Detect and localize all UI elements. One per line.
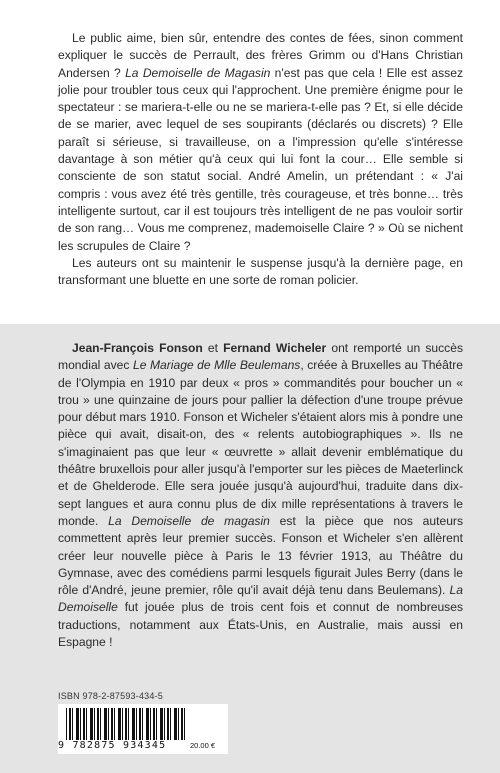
barcode-bars [66, 708, 186, 740]
play-title: Le Mariage de Mlle Beulemans [132, 358, 301, 373]
isbn-label: ISBN 978-2-87593-434-5 [58, 691, 163, 701]
synopsis-paragraph-1 [58, 30, 463, 255]
synopsis-text-part: Le public aime, bien sûr, entendre des contes de fées, sinon comment expliquer le succès de Perrault, des frères Grimm ou d'Hans Christian Andersen ? [58, 31, 463, 80]
text-part: ont remporté un succès mondial avec [58, 341, 463, 373]
synopsis-text [58, 30, 463, 289]
text-part: et [202, 341, 224, 355]
barcode [58, 704, 228, 754]
synopsis-text-part: n'est pas que cela ! Elle est assez jolie pour troubler tous ceux qui l'approchent. Une première énigme pour le spectateur : se mariera-t-elle ou ne se mariera-t-elle pas ? Et, si elle décide de se marier, avec lequel de ses soupirants (déclarés ou discrets) ? Elle paraît si sérieuse, si travailleuse, on a l'impression qu'elle s'intéresse davantage à son métier qu'à ceux qui lui font la cour… Elle semble si consciente de son statut social. André Amelin, un prétendant : « J'ai compris : vous avez été très gentille, très courageuse, et très bonne… très intelligente surtout, car il est toujours très intelligent de ne pas vouloir sortir de son rang… Vous me comprenez, mademoiselle Claire ? » Où se nichent les scrupules de Claire ? [58, 65, 463, 253]
barcode-digits: 9 782875 934345 [58, 740, 167, 751]
text-part: fut jouée plus de trois cent fois et connut de nombreuses traductions, notamment aux États-Unis, en Australie, mais aussi en Espagne ! [58, 600, 463, 650]
text-part: , créée à Bruxelles au Théâtre de l'Olympia en 1910 par deux « pros » commandités pour boucher un « trou » une quinzaine de jours pour pallier la défection d'une troupe prévue pour début mars 1910. Fonson et Wicheler s'étaient alors mis à pondre une pièce qui avait, disait-on, des « relents autobiographiques ». Ils ne s'imaginaient pas que leur « œuvrette » allait devenir emblématique du théâtre bruxellois pour aller jusqu'à l'emporter sur les pièces de Maeterlinck et de Ghelderode. Elle sera jouée jusqu'à aujourd'hui, traduite dans dix-sept langues et aura connu plus de dix mille représentations à travers le monde. [58, 358, 463, 528]
authors-section [0, 324, 500, 773]
play-title: La Demoiselle [58, 583, 463, 615]
authors-paragraph [58, 340, 463, 651]
synopsis-paragraph-2: Les auteurs ont su maintenir le suspense jusqu'à la dernière page, en transformant une bluette en une sorte de roman policier. [58, 255, 463, 288]
play-title: La Demoiselle de Magasin [125, 65, 271, 80]
author-name: Fernand Wicheler [223, 341, 327, 355]
authors-text [58, 340, 463, 651]
author-name: Jean-François Fonson [72, 341, 203, 355]
synopsis-section [0, 0, 500, 324]
price: 20.00 € [190, 741, 216, 750]
play-title: La Demoiselle de magasin [108, 513, 270, 528]
text-part: est la pièce que nos auteurs commettent après leur premier succès. Fonson et Wicheler s'en allèrent créer leur nouvelle pièce à Paris le 13 février 1913, au Théâtre du Gymnase, avec des comédiens parmi lesquels figurait Jules Berry (dans le rôle d'André, jeune premier, rôle qu'il avait déjà tenu dans Beulemans). [58, 513, 464, 598]
